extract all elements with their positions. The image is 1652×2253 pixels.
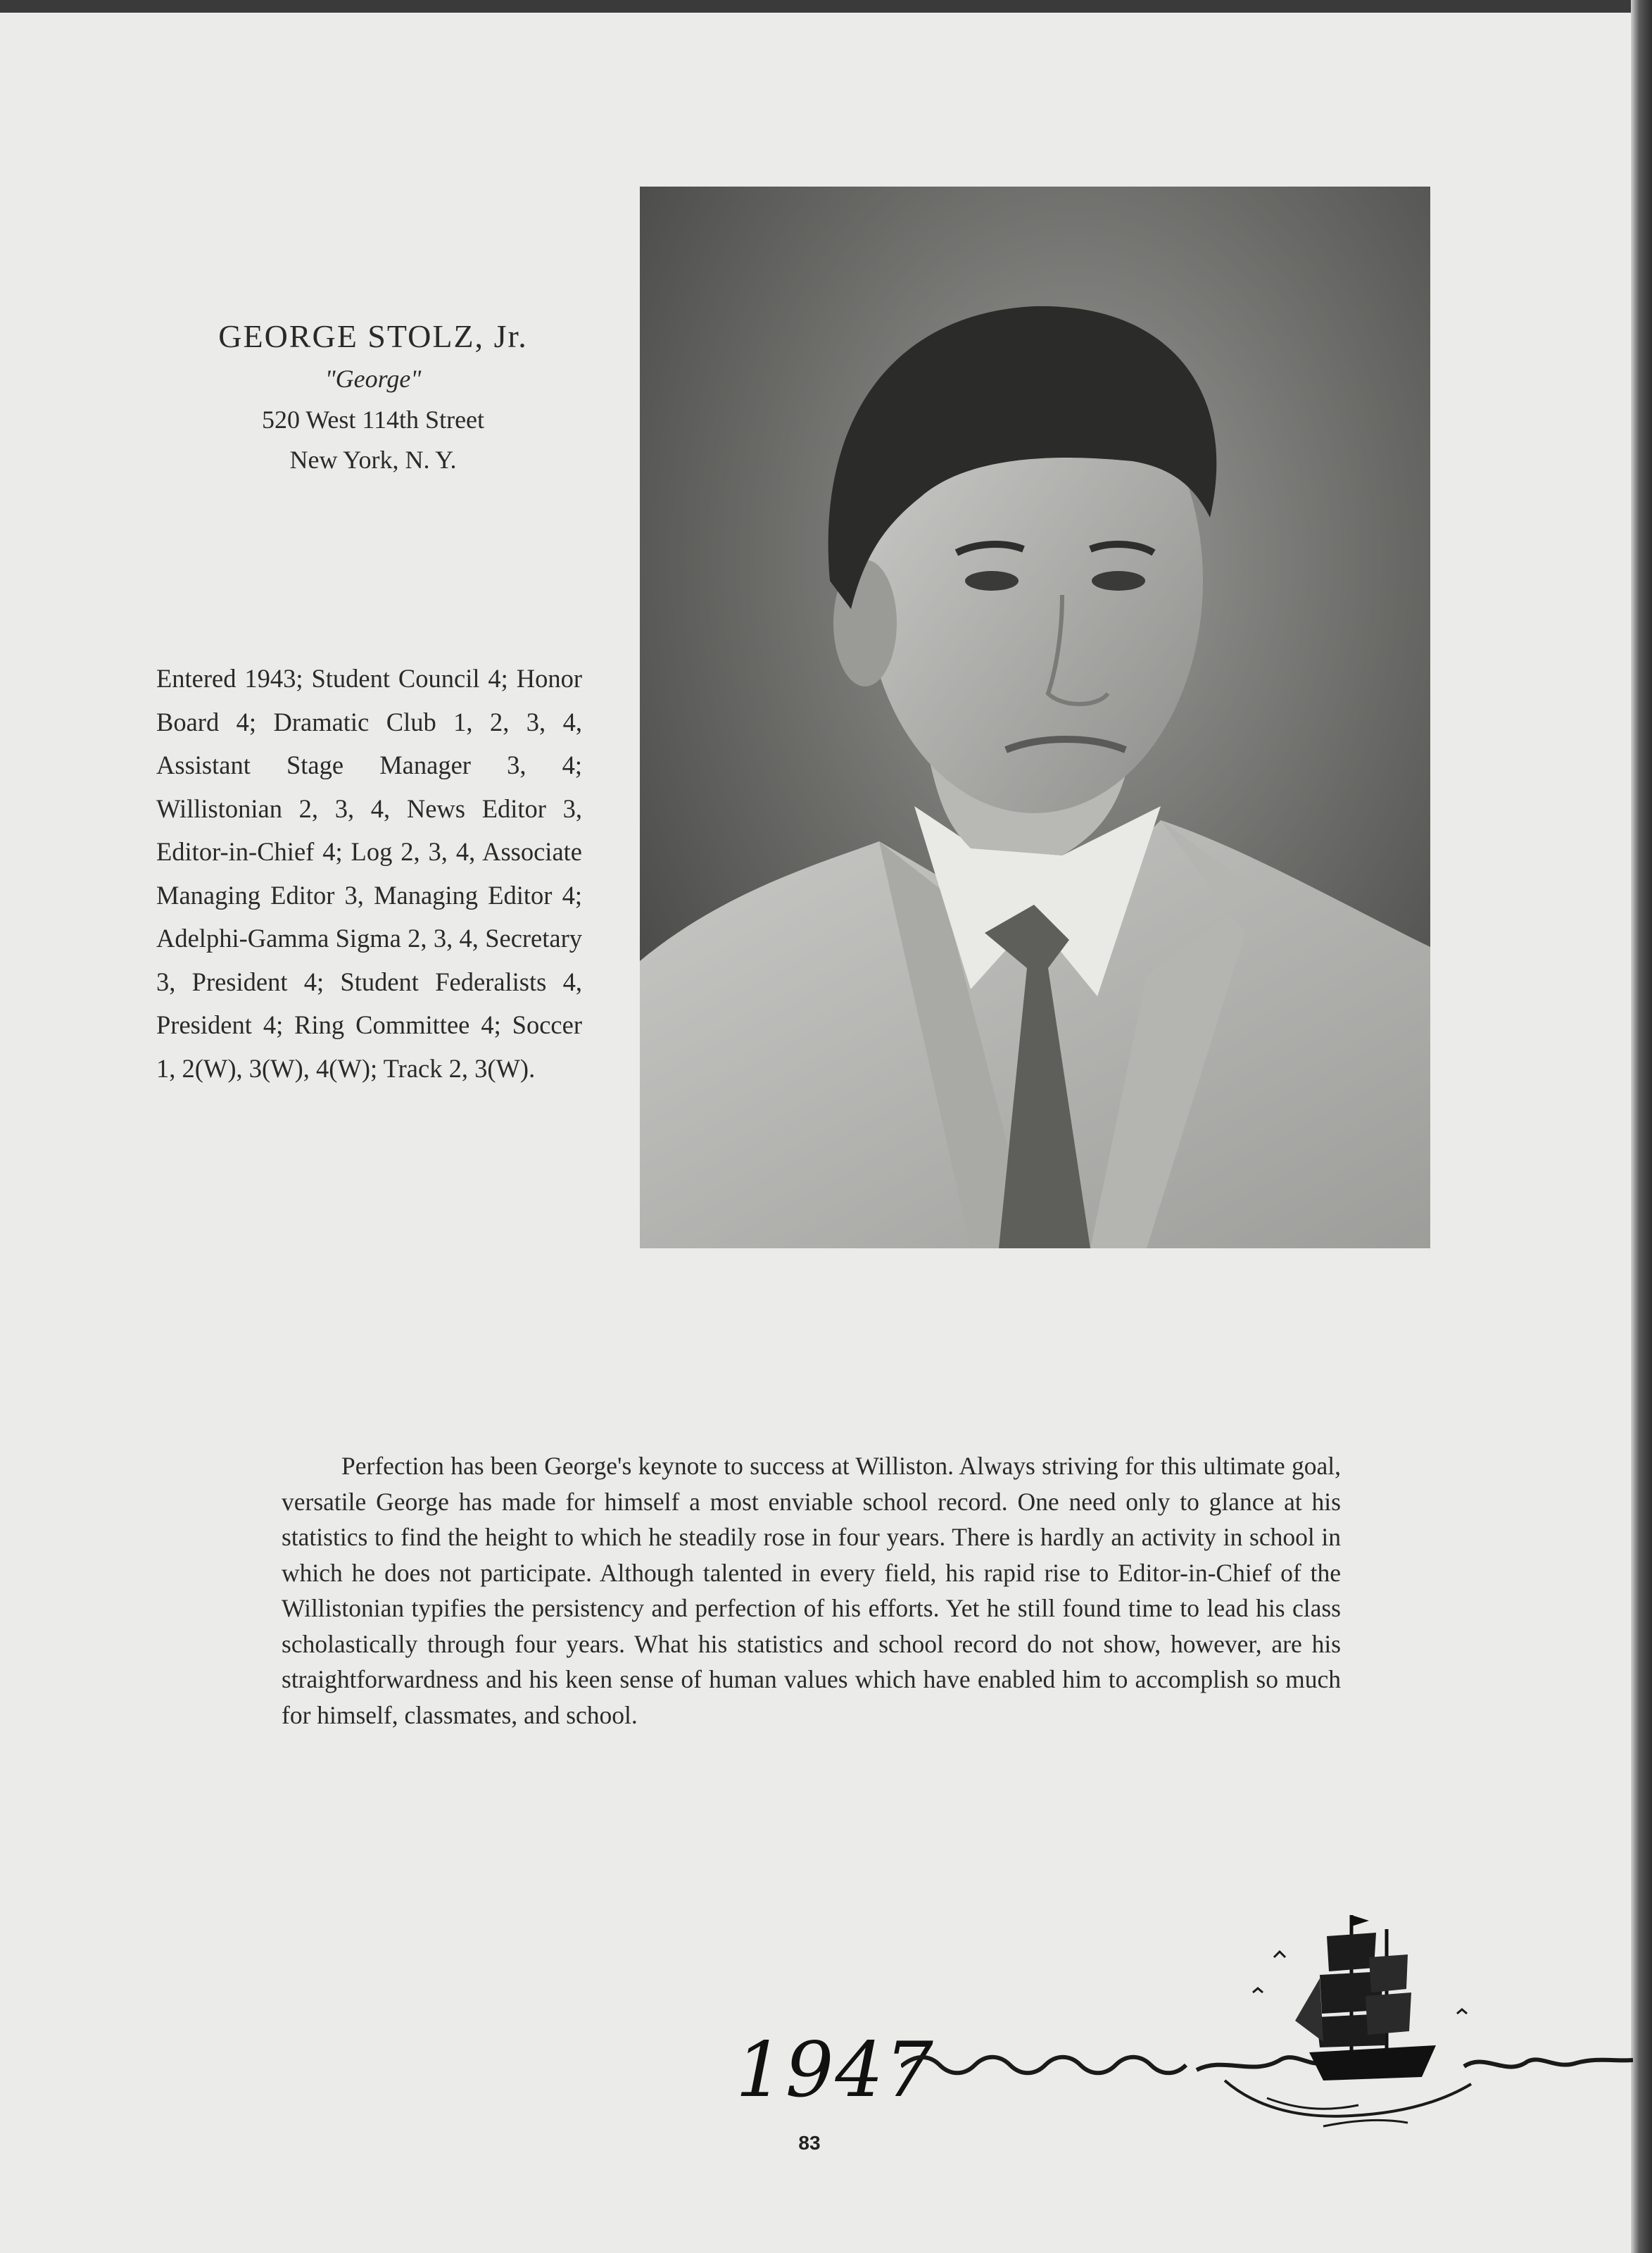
scan-right-edge [1631, 0, 1652, 2253]
student-header [127, 315, 619, 480]
name-text: GEORGE STOLZ, [218, 318, 485, 354]
biography-text: Perfection has been George's keynote to success at Williston. Always striving for this ultimate goal, versatile George has made for himself a most enviable school record. One need only to glance at his statistics to find the height to which he steadily rose in four years. There is hardly an activity in school in which he does not participate. Although talented in every field, his rapid rise to Editor-in-Chief of the Willistonian typifies the persistency and perfection of his efforts. Yet he still found time to lead his class scholastically through four years. What his statistics and school record do not show, however, are his straightforwardness and his keen sense of human values which have enabled him to accomplish so much for himself, classmates, and school. [282, 1452, 1341, 1729]
scan-top-edge [0, 0, 1652, 13]
page-number: 83 [798, 2132, 821, 2154]
address-line-2: New York, N. Y. [289, 446, 457, 474]
biography-paragraph [282, 1448, 1341, 1733]
student-portrait-photo [640, 187, 1430, 1248]
address-line-1: 520 West 114th Street [261, 406, 485, 434]
year-label: 1947 [736, 2026, 935, 2114]
ship-ornament-icon [901, 1894, 1633, 2133]
student-name [127, 315, 619, 358]
activities-list: Entered 1943; Student Council 4; Honor Board 4; Dramatic Club 1, 2, 3, 4, Assistant Stage Manager 3, 4; Willistonian 2, 3, 4, News Editor 3, Editor-in-Chief 4; Log 2, 3, 4, Associate Managing Editor 3, Managing Editor 4; Adelphi-Gamma Sigma 2, 3, 4, Secretary 3, President 4; Student Federalists 4, President 4; Ring Committee 4; Soccer 1, 2(W), 3(W), 4(W); Track 2, 3(W). [156, 664, 582, 1083]
name-suffix: Jr. [493, 318, 528, 354]
portrait-illustration [640, 187, 1430, 1248]
student-nickname: "George" [324, 365, 422, 393]
